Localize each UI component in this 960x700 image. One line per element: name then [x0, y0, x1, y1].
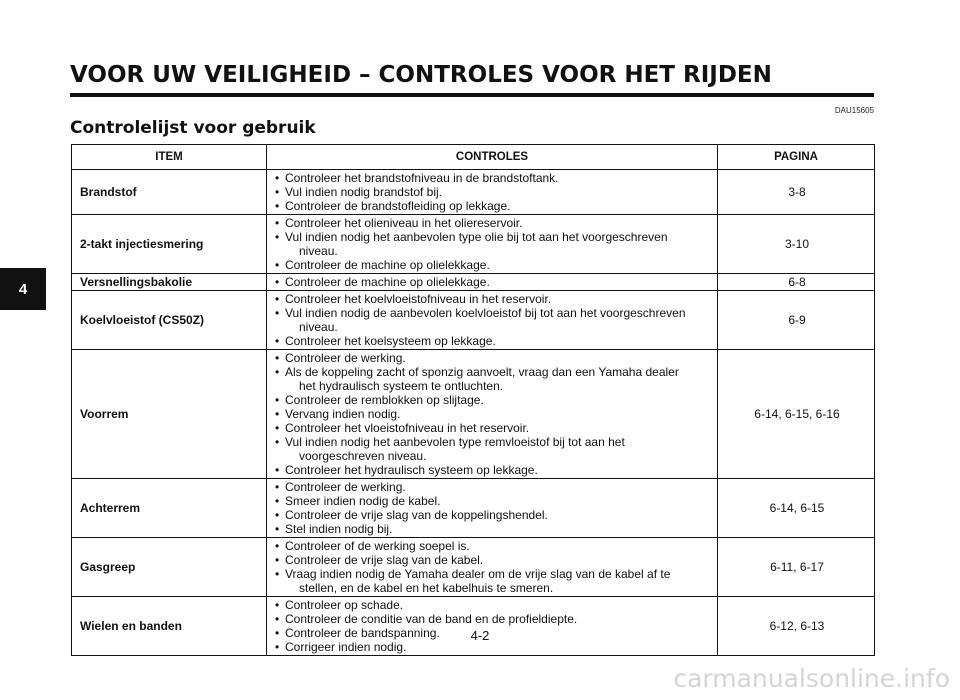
- check-text: Vraag indien nodig de Yamaha dealer om de vrije slag van de kabel af te: [285, 567, 671, 581]
- check-item: [275, 365, 711, 393]
- row-page-ref: 6-8: [718, 274, 875, 291]
- checks-list: [275, 275, 711, 289]
- row-checks: [267, 215, 718, 274]
- row-page-ref: 6-9: [718, 291, 875, 350]
- check-text: Controleer of de werking soepel is.: [285, 539, 470, 553]
- checks-list: [275, 292, 711, 348]
- check-text: Als de koppeling zacht of sponzig aanvoelt, vraag dan een Yamaha dealer: [285, 365, 679, 379]
- check-item: [275, 292, 711, 306]
- table-row: [72, 597, 875, 656]
- row-page-ref: 6-14, 6-15, 6-16: [718, 350, 875, 479]
- row-item-name: Gasgreep: [72, 538, 267, 597]
- checklist-table: [71, 144, 875, 656]
- row-checks: [267, 538, 718, 597]
- page-number: 4-2: [470, 628, 490, 643]
- check-item: [275, 230, 711, 258]
- table-row: [72, 274, 875, 291]
- check-text: Corrigeer indien nodig.: [285, 640, 407, 654]
- checks-list: [275, 216, 711, 272]
- table-row: [72, 350, 875, 479]
- checks-list: [275, 171, 711, 213]
- row-item-name: Achterrem: [72, 479, 267, 538]
- row-item-name: Koelvloeistof (CS50Z): [72, 291, 267, 350]
- row-checks: [267, 350, 718, 479]
- check-text: Controleer de werking.: [285, 351, 406, 365]
- page-header-title: VOOR UW VEILIGHEID – CONTROLES VOOR HET RIJDEN: [70, 62, 772, 88]
- check-text: Controleer het brandstofniveau in de brandstoftank.: [285, 171, 559, 185]
- checks-list: [275, 351, 711, 477]
- column-header-checks: CONTROLES: [267, 145, 718, 170]
- row-checks: [267, 479, 718, 538]
- check-item: [275, 463, 711, 477]
- check-item: [275, 553, 711, 567]
- check-text: Smeer indien nodig de kabel.: [285, 494, 441, 508]
- checks-list: [275, 480, 711, 536]
- check-item: [275, 539, 711, 553]
- check-text: Controleer het vloeistofniveau in het reservoir.: [285, 421, 530, 435]
- column-header-item: ITEM: [72, 145, 267, 170]
- check-item: [275, 612, 711, 626]
- column-header-page: PAGINA: [718, 145, 875, 170]
- check-text-continuation: het hydraulisch systeem te ontluchten.: [299, 379, 504, 393]
- check-text: Controleer de werking.: [285, 480, 406, 494]
- table-row: [72, 538, 875, 597]
- check-text: Controleer de vrije slag van de koppelingshendel.: [285, 508, 548, 522]
- check-item: [275, 435, 711, 463]
- check-item: [275, 567, 711, 595]
- row-page-ref: 3-8: [718, 170, 875, 215]
- check-item: [275, 275, 711, 289]
- check-item: [275, 216, 711, 230]
- row-page-ref: 6-12, 6-13: [718, 597, 875, 656]
- check-item: [275, 480, 711, 494]
- check-text: Vervang indien nodig.: [285, 407, 401, 421]
- check-item: [275, 199, 711, 213]
- check-text: Vul indien nodig het aanbevolen type olie bij tot aan het voorgeschreven: [285, 230, 668, 244]
- check-text: Controleer het olieniveau in het oliereservoir.: [285, 216, 523, 230]
- table-row: [72, 479, 875, 538]
- check-text: Vul indien nodig het aanbevolen type remvloeistof bij tot aan het: [285, 435, 625, 449]
- check-text: Controleer de machine op olielekkage.: [285, 258, 490, 272]
- check-item: [275, 185, 711, 199]
- section-title: Controlelijst voor gebruik: [70, 118, 316, 138]
- table-header-row: [72, 145, 875, 170]
- check-text: Vul indien nodig brandstof bij.: [285, 185, 442, 199]
- header-rule: [70, 93, 874, 97]
- chapter-tab: 4: [0, 268, 46, 310]
- check-item: [275, 258, 711, 272]
- check-item: [275, 393, 711, 407]
- table-row: [72, 215, 875, 274]
- check-text: Controleer de bandspanning.: [285, 626, 440, 640]
- doc-code: DAU15605: [834, 106, 874, 115]
- row-checks: [267, 274, 718, 291]
- table-body: [72, 170, 875, 656]
- check-item: [275, 421, 711, 435]
- check-text-continuation: niveau.: [299, 244, 338, 258]
- checks-list: [275, 598, 711, 654]
- checks-list: [275, 539, 711, 595]
- check-item: [275, 494, 711, 508]
- row-item-name: 2-takt injectiesmering: [72, 215, 267, 274]
- check-item: [275, 407, 711, 421]
- table-row: [72, 291, 875, 350]
- check-text-continuation: stellen, en de kabel en het kabelhuis te smeren.: [299, 581, 554, 595]
- row-checks: [267, 597, 718, 656]
- check-item: [275, 508, 711, 522]
- check-text: Controleer de brandstofleiding op lekkage.: [285, 199, 511, 213]
- check-text-continuation: voorgeschreven niveau.: [299, 449, 427, 463]
- check-item: [275, 351, 711, 365]
- check-text-continuation: niveau.: [299, 320, 338, 334]
- check-text: Controleer het koelsysteem op lekkage.: [285, 334, 496, 348]
- row-page-ref: 3-10: [718, 215, 875, 274]
- check-text: Controleer de vrije slag van de kabel.: [285, 553, 484, 567]
- check-item: [275, 306, 711, 334]
- check-item: [275, 598, 711, 612]
- check-text: Controleer het koelvloeistofniveau in het reservoir.: [285, 292, 552, 306]
- check-item: [275, 171, 711, 185]
- check-text: Controleer het hydraulisch systeem op lekkage.: [285, 463, 538, 477]
- row-item-name: Versnellingsbakolie: [72, 274, 267, 291]
- table-header: [72, 145, 875, 170]
- check-text: Stel indien nodig bij.: [285, 522, 393, 536]
- row-item-name: Voorrem: [72, 350, 267, 479]
- check-text: Vul indien nodig de aanbevolen koelvloeistof bij tot aan het voorgeschreven: [285, 306, 686, 320]
- row-page-ref: 6-14, 6-15: [718, 479, 875, 538]
- table-row: [72, 170, 875, 215]
- check-item: [275, 522, 711, 536]
- row-item-name: Wielen en banden: [72, 597, 267, 656]
- check-text: Controleer de remblokken op slijtage.: [285, 393, 484, 407]
- check-text: Controleer de machine op olielekkage.: [285, 275, 490, 289]
- row-page-ref: 6-11, 6-17: [718, 538, 875, 597]
- row-item-name: Brandstof: [72, 170, 267, 215]
- check-text: Controleer op schade.: [285, 598, 404, 612]
- watermark: carmanualsonline.info: [673, 664, 950, 693]
- check-item: [275, 334, 711, 348]
- row-checks: [267, 291, 718, 350]
- check-text: Controleer de conditie van de band en de profieldiepte.: [285, 612, 578, 626]
- row-checks: [267, 170, 718, 215]
